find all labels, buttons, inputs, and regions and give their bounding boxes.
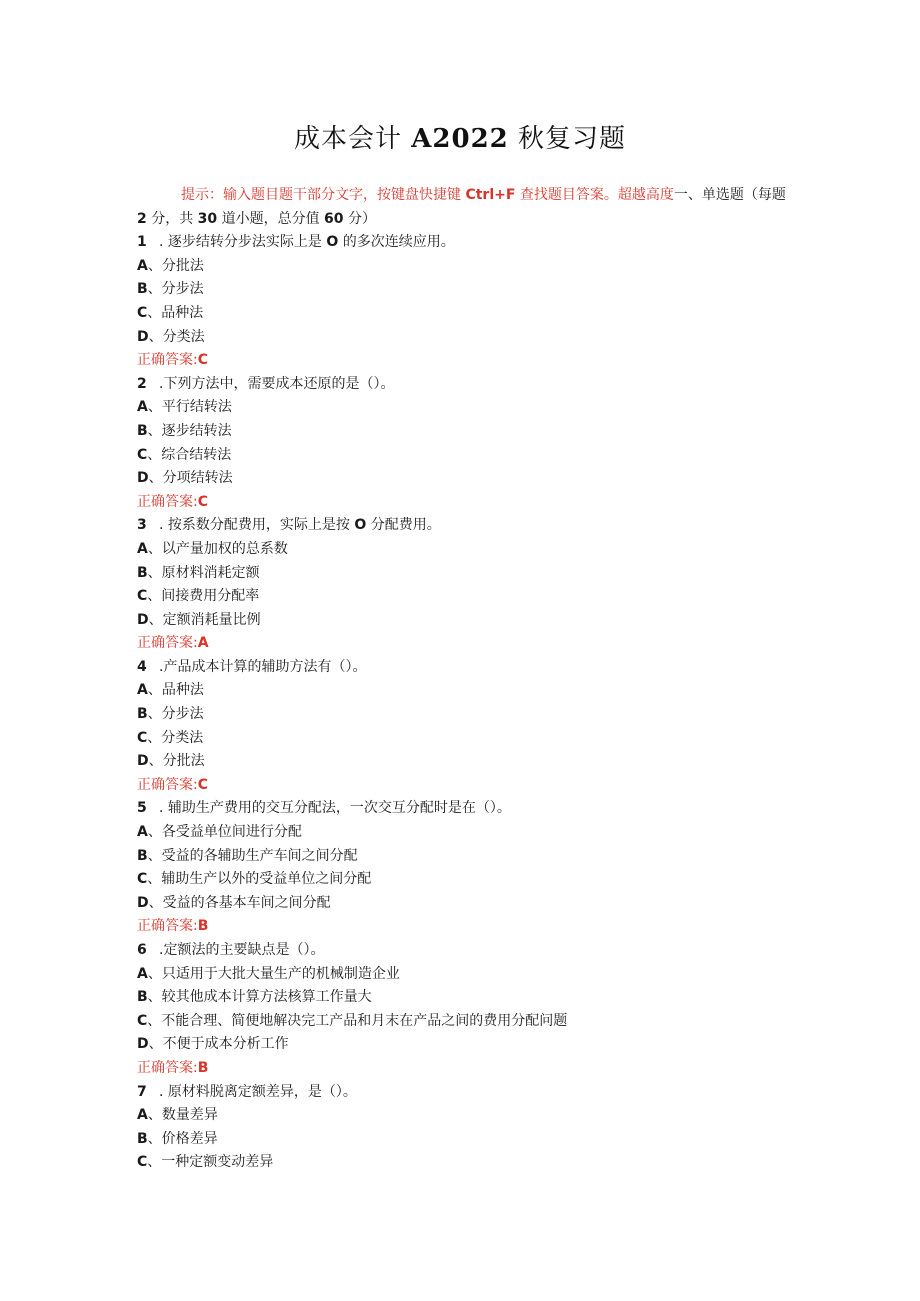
question-text: .定额法的主要缺点是（）。 (159, 942, 325, 958)
option-text: 、受益的各辅助生产车间之间分配 (147, 847, 358, 864)
question-stem (137, 797, 787, 821)
option-text: 、分类法 (147, 729, 204, 746)
answer-option (137, 750, 787, 774)
answer-option (137, 420, 787, 444)
intro-paragraph (137, 184, 787, 231)
option-text: 、不能合理、简便地解决完工产品和月末在产品之间的费用分配问题 (147, 1012, 568, 1029)
title-prefix: 成本会计 (293, 124, 412, 154)
option-letter: A (137, 257, 148, 274)
option-text: 、辅助生产以外的受益单位之间分配 (147, 871, 372, 888)
question-number: 5 (137, 800, 147, 817)
question-stem (137, 373, 787, 397)
question-text-end: 分配费用。 (366, 517, 441, 534)
answer-option (137, 1128, 787, 1152)
question-number: 4 (137, 658, 147, 675)
option-letter: D (137, 611, 149, 628)
question-text: . 按系数分配费用，实际上是按 (159, 517, 355, 534)
answer-option (137, 1151, 787, 1175)
option-text: 、分项结转法 (148, 470, 233, 487)
option-text: 、不便于成本分析工作 (148, 1036, 289, 1053)
option-letter: C (137, 446, 148, 463)
answer-option (137, 727, 787, 751)
option-letter: B (137, 989, 148, 1006)
option-letter: A (137, 824, 148, 841)
section-total: 60 (324, 210, 344, 227)
answer-value: B (197, 918, 209, 935)
answer-option (137, 255, 787, 279)
option-letter: C (137, 729, 148, 746)
option-text: 、逐步结转法 (147, 422, 232, 439)
section-heading-a: 一、单选题（每题 (673, 187, 786, 203)
question-number: 2 (137, 375, 147, 392)
title-suffix: 秋复习题 (508, 124, 627, 154)
answer-option (137, 1104, 787, 1128)
answer-option (137, 538, 787, 562)
option-text: 、分批法 (147, 257, 204, 274)
answer-label: 正确答案: (137, 493, 198, 510)
option-text: 、分类法 (148, 328, 205, 345)
correct-answer (137, 774, 787, 798)
question-stem (137, 514, 787, 538)
option-letter: B (137, 281, 148, 298)
answer-value: C (197, 493, 208, 510)
section-points: 2 (137, 210, 147, 227)
question-number: 1 (137, 234, 147, 251)
question-text: . 逐步结转分步法实际上是 (159, 234, 327, 251)
option-text: 、品种法 (147, 304, 204, 321)
answer-option (137, 1033, 787, 1057)
answer-option (137, 868, 787, 892)
question-list (137, 231, 787, 1175)
section-count: 30 (197, 210, 218, 227)
option-text: 、只适用于大批大量生产的机械制造企业 (147, 965, 400, 982)
answer-option (137, 562, 787, 586)
option-text: 、较其他成本计算方法核算工作量大 (147, 989, 372, 1006)
option-text: 、品种法 (147, 682, 204, 699)
option-text: 、数量差异 (147, 1107, 218, 1124)
answer-label: 正确答案: (137, 352, 198, 369)
answer-option (137, 609, 787, 633)
answer-option (137, 444, 787, 468)
option-text: 、原材料消耗定额 (147, 564, 260, 581)
option-letter: A (137, 1107, 148, 1124)
option-letter: D (137, 894, 149, 911)
answer-option (137, 892, 787, 916)
option-text: 、一种定额变动差异 (147, 1154, 274, 1171)
option-letter: B (137, 847, 148, 864)
question-blank: O (326, 234, 339, 251)
hint-suffix: 查找题目答案。超越高度 (515, 187, 674, 203)
answer-option (137, 821, 787, 845)
answer-option (137, 326, 787, 350)
option-text: 、受益的各基本车间之间分配 (148, 894, 331, 911)
answer-option (137, 396, 787, 420)
option-letter: A (137, 965, 148, 982)
option-text: 、定额消耗量比例 (148, 611, 261, 628)
title-bold: A2022 (411, 124, 509, 154)
option-letter: D (137, 1036, 149, 1053)
option-text: 、综合结转法 (147, 446, 232, 463)
answer-option (137, 845, 787, 869)
option-text: 、以产量加权的总系数 (147, 540, 288, 557)
question-text-end: 的多次连续应用。 (338, 234, 455, 251)
option-text: 、分步法 (147, 706, 204, 723)
hint-key: Ctrl+F (465, 187, 516, 203)
hint-prefix: 提示：输入题目题干部分文字，按键盘快捷键 (181, 187, 466, 203)
option-text: 、间接费用分配率 (147, 588, 260, 605)
answer-value: C (197, 352, 208, 369)
option-letter: B (137, 706, 148, 723)
answer-value: A (197, 635, 209, 652)
section-heading-c: 道小题，总分值 (217, 210, 325, 227)
option-text: 、价格差异 (147, 1130, 218, 1147)
correct-answer (137, 915, 787, 939)
answer-label: 正确答案: (137, 635, 198, 652)
option-letter: D (137, 328, 149, 345)
answer-value: B (197, 1059, 209, 1076)
correct-answer (137, 632, 787, 656)
section-heading-d: 分） (343, 210, 376, 227)
option-letter: C (137, 1012, 148, 1029)
question-text: .下列方法中，需要成本还原的是（）。 (159, 375, 395, 392)
option-letter: D (137, 753, 149, 770)
correct-answer (137, 349, 787, 373)
answer-option (137, 302, 787, 326)
option-letter: C (137, 588, 148, 605)
section-heading-b: 分，共 (146, 210, 198, 227)
option-letter: B (137, 422, 148, 439)
answer-label: 正确答案: (137, 918, 198, 935)
option-letter: A (137, 399, 148, 416)
answer-option (137, 1010, 787, 1034)
question-number: 3 (137, 517, 147, 534)
answer-option (137, 467, 787, 491)
answer-option (137, 585, 787, 609)
question-text: . 原材料脱离定额差异，是（）。 (159, 1083, 357, 1100)
option-letter: C (137, 871, 148, 888)
question-stem (137, 656, 787, 680)
question-stem (137, 939, 787, 963)
option-letter: B (137, 564, 148, 581)
hint-text (181, 187, 674, 203)
answer-option (137, 703, 787, 727)
option-letter: C (137, 304, 148, 321)
correct-answer (137, 491, 787, 515)
correct-answer (137, 1057, 787, 1081)
option-letter: C (137, 1154, 148, 1171)
option-text: 、平行结转法 (147, 399, 232, 416)
option-text: 、分步法 (147, 281, 204, 298)
question-stem (137, 1081, 787, 1105)
document-body (137, 184, 787, 1175)
question-blank: O (354, 517, 367, 534)
option-letter: A (137, 682, 148, 699)
option-text: 、各受益单位间进行分配 (147, 824, 302, 841)
answer-label: 正确答案: (137, 1059, 198, 1076)
option-letter: B (137, 1130, 148, 1147)
answer-option (137, 278, 787, 302)
answer-value: C (197, 776, 208, 793)
question-number: 7 (137, 1083, 147, 1100)
option-letter: A (137, 540, 148, 557)
answer-label: 正确答案: (137, 776, 198, 793)
answer-option (137, 679, 787, 703)
question-number: 6 (137, 942, 147, 958)
answer-option (137, 963, 787, 987)
option-text: 、分批法 (148, 753, 205, 770)
answer-option (137, 986, 787, 1010)
question-stem (137, 231, 787, 255)
page-title (0, 118, 920, 155)
question-text: . 辅助生产费用的交互分配法，一次交互分配时是在（）。 (159, 800, 511, 817)
question-text: .产品成本计算的辅助方法有（）。 (159, 658, 367, 675)
option-letter: D (137, 470, 149, 487)
